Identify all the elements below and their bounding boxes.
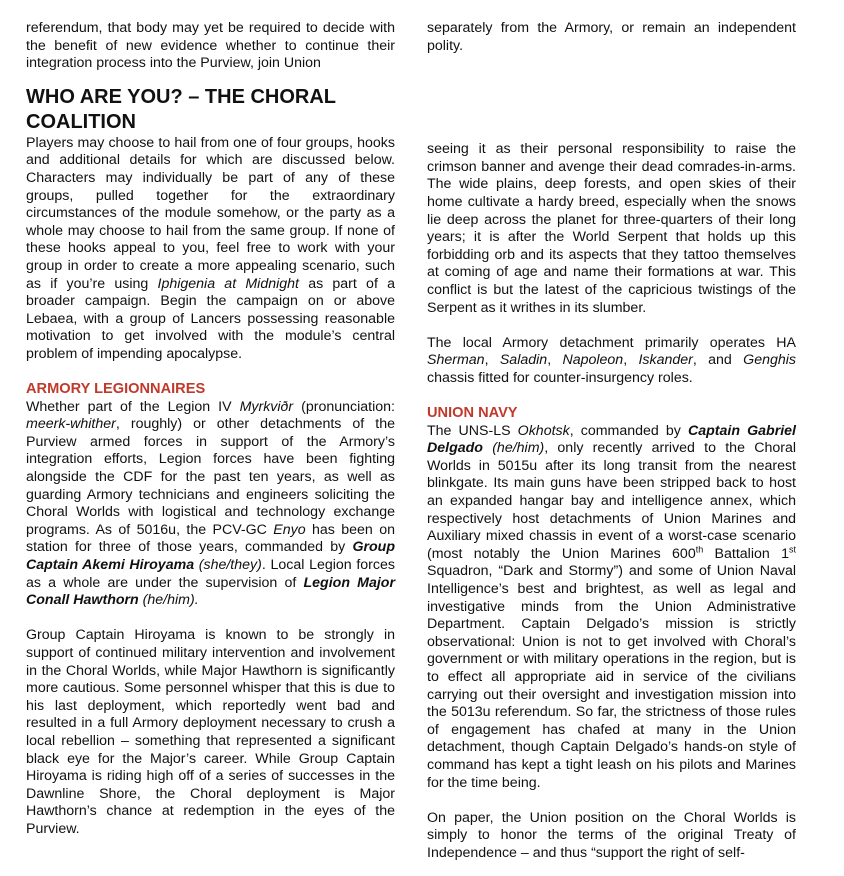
- union-navy-heading: UNION NAVY: [427, 405, 518, 422]
- serpent-paragraph: seeing it as their personal responsibility to raise the crimson banner and avenge their dead comrades-in-arms. The wide plains, deep forests, and open skies of their home cultivate a hardy breed, especially when the snows lie deep across the planet for three-quarters of their long years; it is after the World Serpent that holds up this forbidding orb and its aspects that they tattoo themselves at coming of age and name their formations at war. This conflict is but the latest of the capricious twistings of the Serpent as it writhes in its slumber.: [427, 141, 796, 316]
- choral-coalition-paragraph: Players may choose to hail from one of four groups, hooks and additional details for which are discussed below. Characters may individually be part of any of these groups, pulled together for the extraordinary circumstances of the module somehow, or the party as a whole may choose to hail from the same group. If none of these hooks appeal to you, feel free to work with your group in order to create a more appealing scenario, such as if you’re using Iphigenia at Midnight as part of a broader campaign. Begin the campaign on or above Lebaea, with a group of Lancers possessing reasonable motivation to get involved with the module’s central problem of impending apocalypse.: [26, 134, 395, 362]
- armory-paragraph: Whether part of the Legion IV Myrkviðr (pronunciation: meerk-whither, roughly) or other detachments of the Purview armed forces in support of the Armory’s integration efforts, Legion forces have been fighting alongside the CDF for the past ten years, as well as guarding Armory technicians and engineers soliciting the Choral Worlds with logistical and technology exchange programs. As of 5016u, the PCV-GC Enyo has been on station for three of those years, commanded by Group Captain Akemi Hiroyama (she/they). Local Legion forces as a whole are under the supervision of Legion Major Conall Hawthorn (he/him).: [26, 398, 395, 609]
- union-position-paragraph: On paper, the Union position on the Choral Worlds is simply to honor the terms of the original Treaty of Independence – and thus “support the right of self-: [427, 809, 796, 861]
- intro-continuation-right: separately from the Armory, or remain an independent polity.: [427, 20, 796, 54]
- right-column: [427, 20, 796, 863]
- armory-legionnaires-heading: ARMORY LEGIONNAIRES: [26, 381, 206, 398]
- section-heading: WHO ARE YOU? – THE CHORAL COALITION: [26, 85, 336, 133]
- union-navy-paragraph: The UNS-LS Okhotsk, commanded by Captain Gabriel Delgado (he/him), only recently arrived to the Choral Worlds in 5015u after its long transit from the nearest blinkgate. Its main guns have been stripped back to host an expanded hangar bay and intelligence annex, which respectively host detachments of Union Marines and Auxiliary mixed chassis in event of a worst-case scenario (most notably the Union Marines 600th Battalion 1st Squadron, “Dark and Stormy”) and some of Union Naval Intelligence’s best and brightest, as well as legal and investigative minds from the Union Administrative Department. Captain Delgado’s mission is strictly observational: Union is not to get involved with Choral’s government or with military operations in the region, but is to effect all appropriate aid in service of the civilians carrying out their oversight and investigation mission into the 5013u referendum. So far, the strictness of those rules of engagement has chafed at many in the Union detachment, though Captain Delgado’s hands-on style of command has kept a tight leash on his pilots and Marines for the time being.: [427, 422, 797, 791]
- armory-detachment-paragraph: The local Armory detachment primarily operates HA Sherman, Saladin, Napoleon, Iskander, and Genghis chassis fitted for counter-insurgency roles.: [427, 334, 796, 386]
- left-column: [26, 20, 395, 839]
- intro-continuation: referendum, that body may yet be required to decide with the benefit of new evidence whether to continue their integration process into the Purview, join Union: [26, 20, 395, 72]
- hiroyama-paragraph: Group Captain Hiroyama is known to be strongly in support of continued military intervention and involvement in the Choral Worlds, while Major Hawthorn is significantly more cautious. Some personnel whisper that this is due to his last deployment, which reportedly went bad and resulted in a full Armory deployment necessary to crush a local rebellion – something that represented a significant black eye for the Major’s career. While Group Captain Hiroyama is riding high off of a series of successes in the Dawnline Shore, the Choral deployment is Major Hawthorn’s chance at redemption in the eyes of the Purview.: [26, 627, 395, 837]
